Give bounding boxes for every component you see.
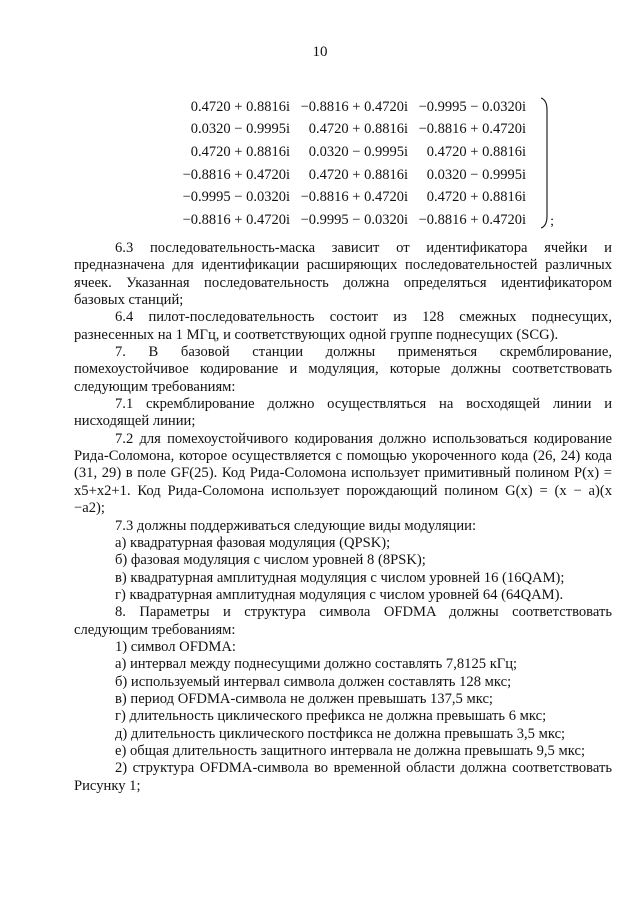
matrix-cell: −0.8816 + 0.4720i [300, 189, 408, 206]
list-item: а) интервал между поднесущими должно составлять 7,8125 кГц; [115, 656, 518, 673]
matrix-trailing-punct: ; [550, 214, 554, 229]
matrix-cell: −0.9995 − 0.0320i [300, 211, 408, 228]
matrix-cell: 0.4720 + 0.8816i [308, 121, 408, 138]
paragraph-7: 7. В базовой станции должны применяться скремблирование, помехоустойчивое кодирование и модуляция, которые должны соответствовать следующим требованиям: [74, 344, 612, 395]
paragraph-7-1: 7.1 скремблирование должно осуществляться на восходящей линии и нисходящей линии; [74, 396, 612, 430]
paragraph-6-3: 6.3 последовательность-маска зависит от идентификатора ячейки и предназначена для идентификации расширяющих последовательностей различных ячеек. Указанная последовательность должна определяться идентификатором базовых станций; [74, 240, 612, 309]
list-item: е) общая длительность защитного интервала не должна превышать 9,5 мкс; [115, 742, 585, 759]
matrix-cell: 0.4720 + 0.8816i [308, 166, 408, 183]
matrix-row [172, 141, 544, 164]
matrix-cell: 0.4720 + 0.8816i [426, 143, 526, 160]
matrix-cell: −0.8816 + 0.4720i [300, 98, 408, 115]
paragraph-8: 8. Параметры и структура символа OFDMA должны соответствовать следующим требованиям: [74, 604, 612, 638]
matrix-row [172, 96, 544, 119]
matrix-cell: 0.4720 + 0.8816i [190, 143, 290, 160]
matrix-row [172, 209, 544, 232]
matrix-row [172, 186, 544, 209]
matrix-cell: 0.0320 − 0.9995i [426, 166, 526, 183]
matrix-cell: 0.0320 − 0.9995i [308, 143, 408, 160]
list-item: г) длительность циклического префикса не должна превышать 6 мкс; [115, 708, 547, 725]
matrix-cell: −0.8816 + 0.4720i [418, 211, 526, 228]
list-item: в) квадратурная амплитудная модуляция с числом уровней 16 (16QAM); [115, 569, 565, 586]
list-item: б) фазовая модуляция с числом уровней 8 (8PSK); [115, 552, 426, 569]
matrix-cell: 0.0320 − 0.9995i [190, 121, 290, 138]
matrix-cell: −0.9995 − 0.0320i [418, 98, 526, 115]
matrix-cell: −0.8816 + 0.4720i [418, 121, 526, 138]
matrix-row [172, 119, 544, 142]
matrix-row [172, 164, 544, 187]
paragraph-6-4: 6.4 пилот-последовательность состоит из 128 смежных поднесущих, разнесенных на 1 МГц, и соответствующих одной группе поднесущих (SCG). [74, 309, 612, 343]
list-item: г) квадратурная амплитудная модуляция с числом уровней 64 (64QAM). [115, 586, 564, 603]
body-text [74, 240, 612, 795]
matrix-cell: −0.9995 − 0.0320i [182, 189, 290, 206]
paragraph-7-3: 7.3 должны поддерживаться следующие виды модуляции: [115, 517, 477, 534]
matrix-cell: −0.8816 + 0.4720i [182, 211, 290, 228]
paragraph-8-1: 1) символ OFDMA: [115, 638, 236, 655]
list-item: д) длительность циклического постфикса не должна превышать 3,5 мкс; [115, 725, 566, 742]
list-item: б) используемый интервал символа должен составлять 128 мкс; [115, 673, 512, 690]
matrix-rows [172, 96, 544, 232]
matrix-cell: 0.4720 + 0.8816i [426, 189, 526, 206]
paragraph-8-2: 2) структура OFDMA-символа во временной области должна соответствовать Рисунку 1; [74, 760, 612, 794]
list-item: а) квадратурная фазовая модуляция (QPSK); [115, 534, 391, 551]
matrix-cell: −0.8816 + 0.4720i [182, 166, 290, 183]
matrix [172, 96, 554, 232]
list-item: в) период OFDMA-символа не должен превышать 137,5 мкс; [115, 690, 493, 707]
paragraph-7-2: 7.2 для помехоустойчивого кодирования должно использоваться кодирование Рида-Соломона, которое осуществляется с помощью укороченного кода (26, 24) кода (31, 29) в поле GF(25). Код Рида-Соломона использует примитивный полином P(x) = x5+x2+1. Код Рида-Соломона использует порождающий полином G(x) = (x − a)(x −a2); [74, 430, 612, 517]
page-number: 10 [312, 44, 328, 60]
matrix-right-brace-icon [540, 96, 550, 230]
matrix-cell: 0.4720 + 0.8816i [190, 98, 290, 115]
